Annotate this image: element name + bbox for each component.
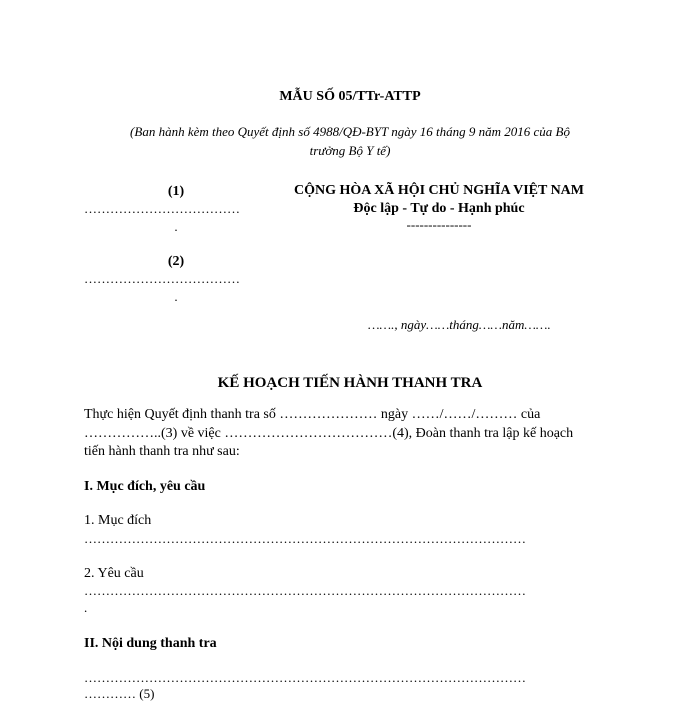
section-1-heading: I. Mục đích, yêu cầu [84,479,206,494]
section-1-sub1-label: 1. Mục đích [84,513,152,528]
date-line: ……., ngày……tháng……năm……. [368,317,551,332]
document-title: KẾ HOẠCH TIẾN HÀNH THANH TRA [217,375,483,391]
agency-dots-2: ……………………………… [84,271,240,286]
motto-divider: --------------- [406,217,472,232]
form-number: MẪU SỐ 05/TTr-ATTP [279,89,421,104]
issued-note-line1: (Ban hành kèm theo Quyết định số 4988/QĐ-BYT ngày 16 tháng 9 năm 2016 của Bộ [130,124,570,139]
intro-line-3: tiến hành thanh tra như sau: [84,444,240,459]
national-motto: Độc lập - Tự do - Hạnh phúc [353,201,525,216]
section-1-sub2-dot-end: . [84,600,88,615]
intro-line-2: ……………..(3) về việc ………………………………(4), Đoàn thanh tra lập kế hoạch [84,426,574,441]
section-2-heading: II. Nội dung thanh tra [84,636,217,651]
agency-label-2: (2) [167,254,185,269]
section-1-sub2-dots: ………………………………………………………………………………………… [84,583,526,598]
republic-name: CỘNG HÒA XÃ HỘI CHỦ NGHĨA VIỆT NAM [293,183,584,198]
agency-label-1: (1) [167,184,185,199]
issued-note-line2: trưởng Bộ Y tế) [309,143,391,158]
section-1-sub2-label: 2. Yêu cầu [84,566,144,581]
section-2-dots: ………………………………………………………………………………………… [84,670,526,685]
section-1-sub1-dots: ………………………………………………………………………………………… [84,531,526,546]
section-2-dots-end: ………… (5) [84,686,155,701]
agency-dot-end-2: . [174,289,178,304]
agency-dot-end-1: . [174,219,178,234]
agency-dots-1: ……………………………… [84,201,240,216]
intro-line-1: Thực hiện Quyết định thanh tra số ………………… ngày ……/……/……… của [84,407,541,422]
